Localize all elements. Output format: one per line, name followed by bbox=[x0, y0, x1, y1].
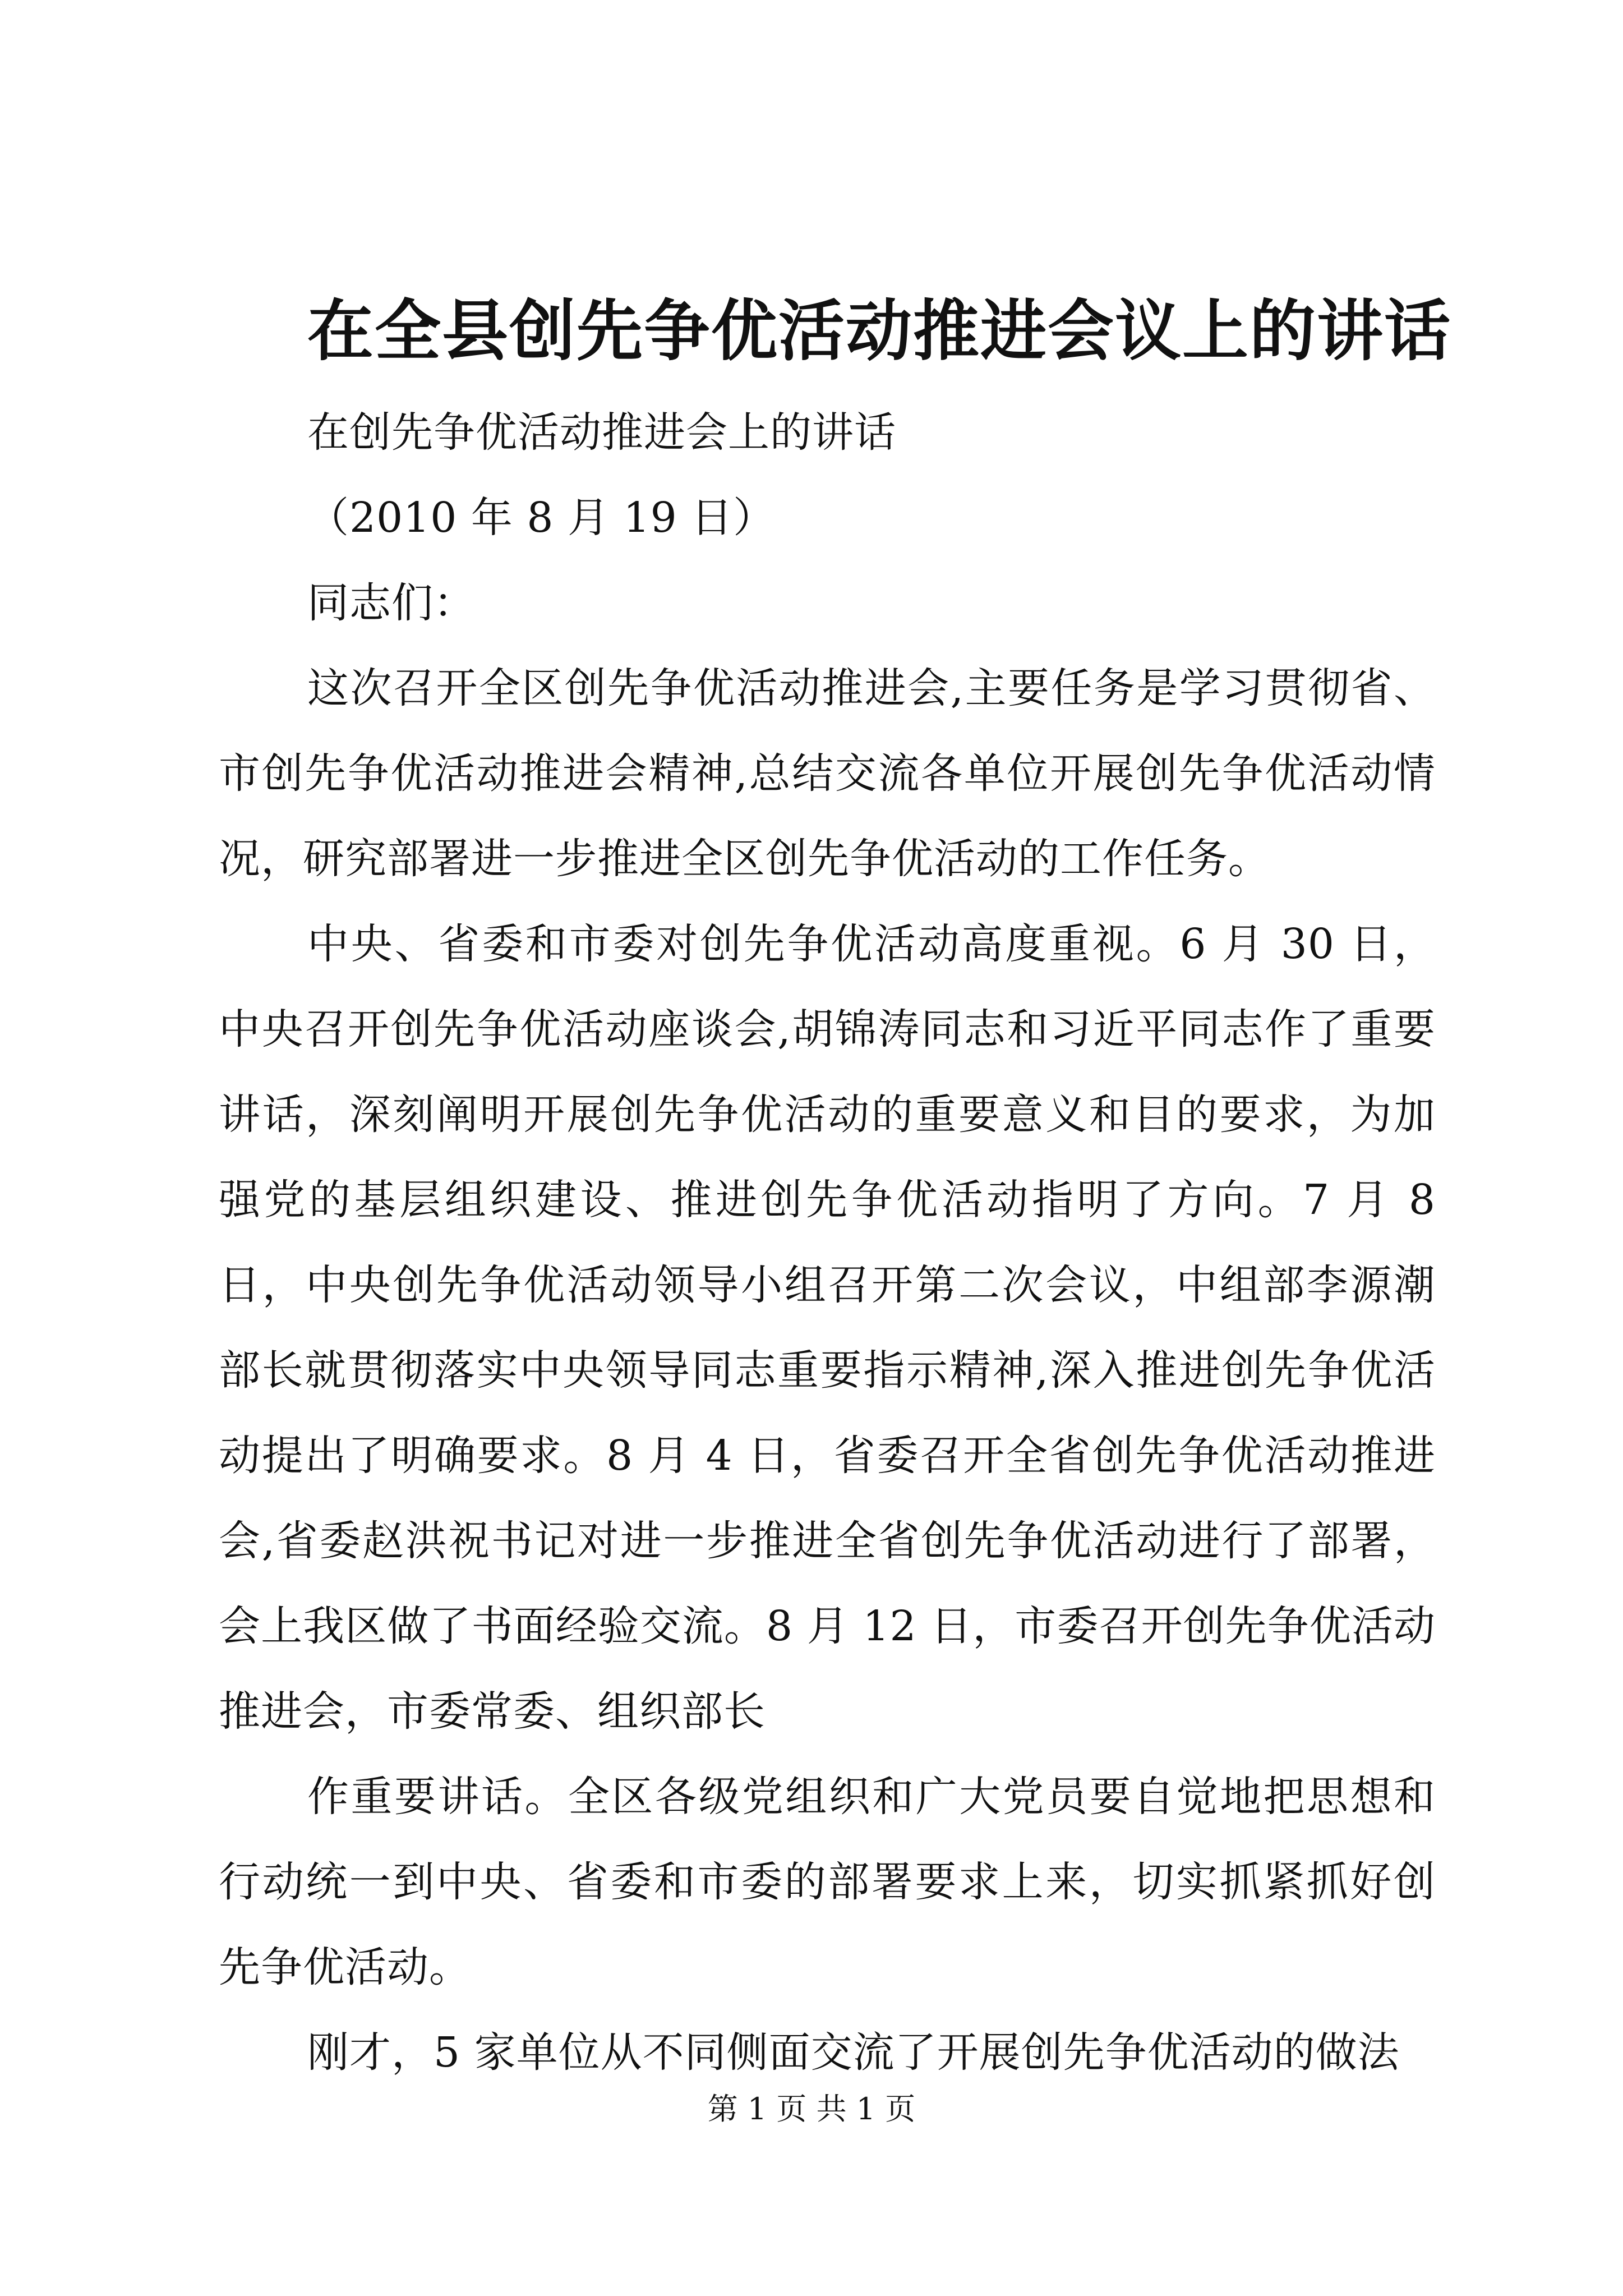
document-body bbox=[219, 390, 1436, 2095]
paragraph-requirement: 作重要讲话。全区各级党组织和广大党员要自觉地把思想和行动统一到中央、省委和市委的部署要求上来，切实抓紧抓好创先争优活动。 bbox=[219, 1773, 1436, 1991]
paragraph-intro: 这次召开全区创先争优活动推进会,主要任务是学习贯彻省、市创先争优活动推进会精神,总结交流各单位开展创先争优活动情况，研究部署进一步推进全区创先争优活动的工作任务。 bbox=[219, 664, 1436, 883]
paragraph-exchange: 刚才，5 家单位从不同侧面交流了开展创先争优活动的做法 bbox=[307, 2028, 1400, 2077]
paragraph-subtitle: 在创先争优活动推进会上的讲话 bbox=[307, 408, 896, 457]
paragraph-background: 中央、省委和市委对创先争优活动高度重视。6 月 30 日，中央召开创先争优活动座谈会,胡锦涛同志和习近平同志作了重要讲话，深刻阐明开展创先争优活动的重要意义和目的要求，为加强党的基层组织建设、推进创先争优活动指明了方向。7 月 8 日，中央创先争优活动领导小组召开第二次会议，中组部李源潮部长就贯彻落实中央领导同志重要指示精神,深入推进创先争优活动提出了明确要求。8 月 4 日，省委召开全省创先争优活动推进会,省委赵洪祝书记对进一步推进全省创先争优活动进行了部署，会上我区做了书面经验交流。8 月 12 日，市委召开创先争优活动推进会，市委常委、组织部长 bbox=[219, 920, 1436, 1736]
paragraph-date: （2010 年 8 月 19 日） bbox=[307, 494, 776, 542]
page-footer: 第 1 页 共 1 页 bbox=[707, 2091, 916, 2127]
document-title: 在全县创先争优活动推进会议上的讲话 bbox=[307, 292, 1452, 370]
paragraph-salutation: 同志们： bbox=[307, 579, 476, 627]
